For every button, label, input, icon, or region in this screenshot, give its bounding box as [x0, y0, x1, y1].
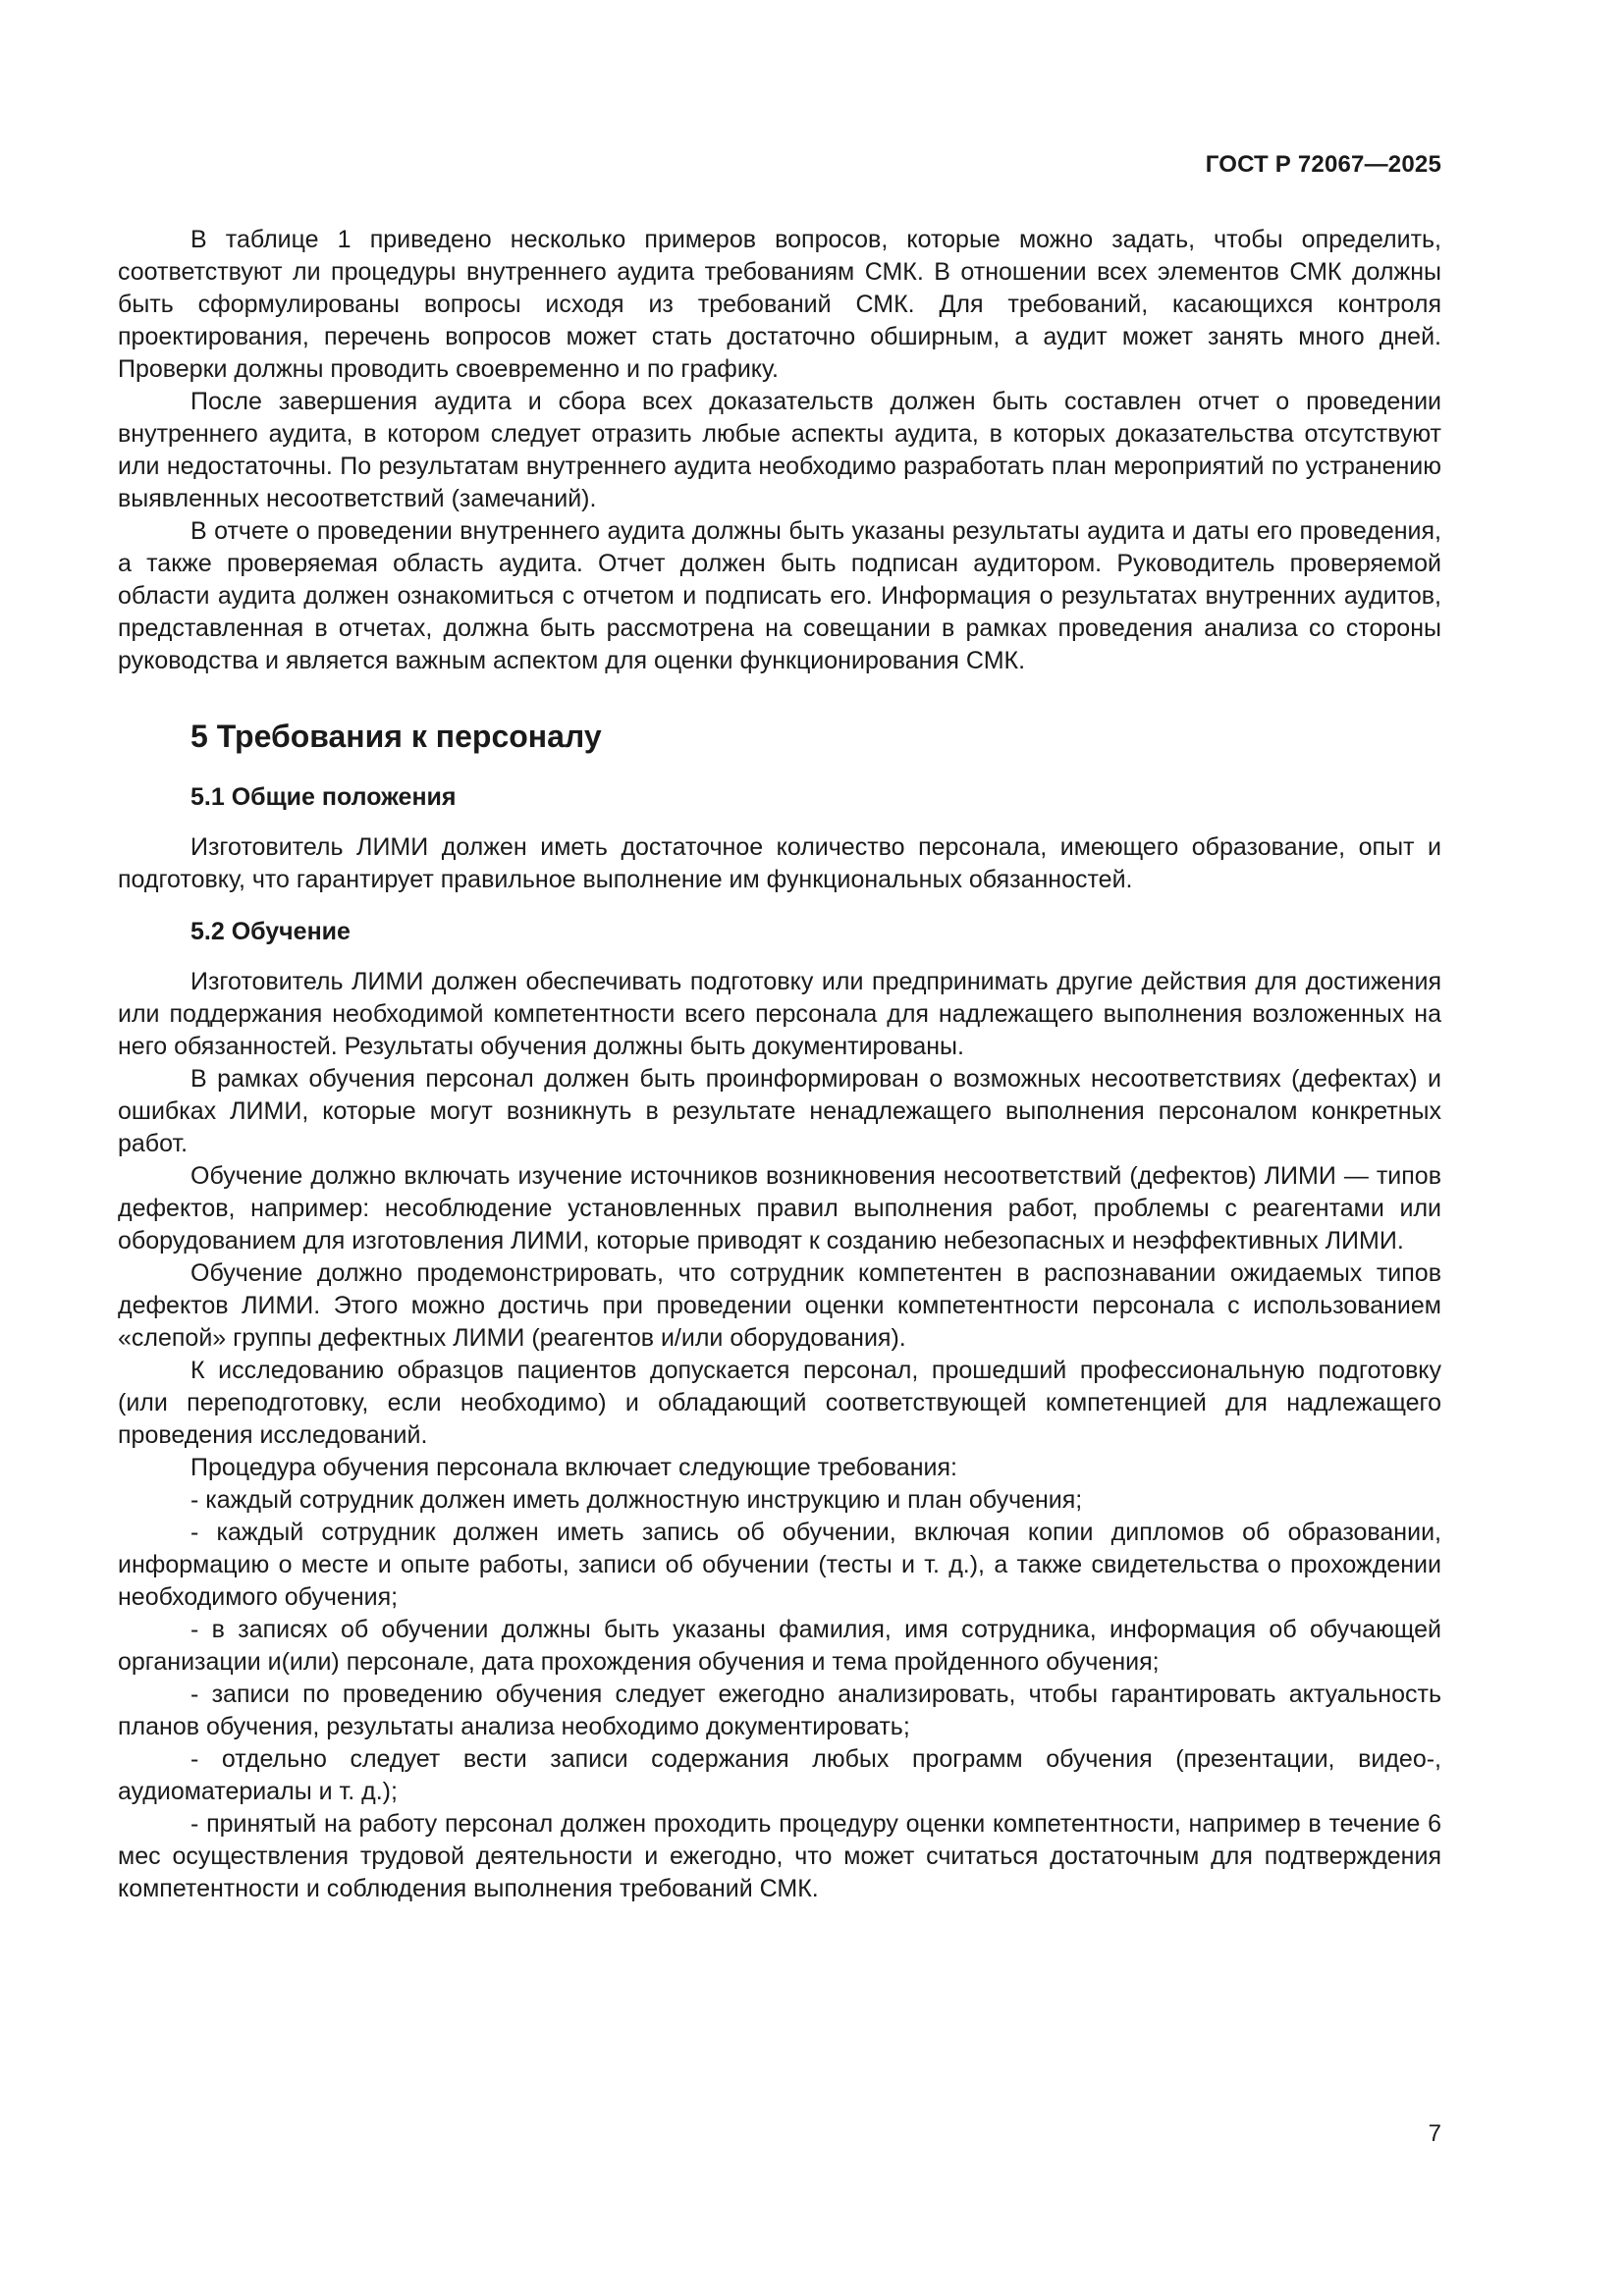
paragraph: В рамках обучения персонал должен быть проинформирован о возможных несоответствиях (дефектах) и ошибках ЛИМИ, которые могут возникнуть в результате ненадлежащего выполнения персоналом конкретных работ. [118, 1065, 1441, 1157]
subsection-heading: 5.1 Общие положения [190, 783, 457, 811]
paragraph: Процедура обучения персонала включает следующие требования: [190, 1454, 957, 1481]
page-number: 7 [1428, 2120, 1441, 2147]
paragraph: К исследованию образцов пациентов допускается персонал, прошедший профессиональную подготовку (или переподготовку, если необходимо) и обладающий соответствующей компетенцией для надлежащего проведения исследований. [118, 1357, 1441, 1449]
paragraph: В таблице 1 приведено несколько примеров вопросов, которые можно задать, чтобы определить, соответствуют ли процедуры внутреннего аудита требованиям СМК. В отношении всех элементов СМК должны быть сформулированы вопросы исходя из требований СМК. Для требований, касающихся контроля проектирования, перечень вопросов может стать достаточно обширным, а аудит может занять много дней. Проверки должны проводить своевременно и по графику. [118, 226, 1441, 383]
page-content [118, 224, 1441, 1905]
paragraph: Обучение должно продемонстрировать, что сотрудник компетентен в распознавании ожидаемых типов дефектов ЛИМИ. Этого можно достичь при проведении оценки компетентности персонала с использованием «слепой» группы дефектных ЛИМИ (реагентов и/или оборудования). [118, 1259, 1441, 1352]
list-item: - принятый на работу персонал должен проходить процедуру оценки компетентности, например в течение 6 мес осуществления трудовой деятельности и ежегодно, что может считаться достаточным для подтверждения компетентности и соблюдения выполнения требований СМК. [118, 1810, 1441, 1902]
paragraph: Изготовитель ЛИМИ должен обеспечивать подготовку или предпринимать другие действия для достижения или поддержания необходимой компетентности всего персонала для надлежащего выполнения возложенных на него обязанностей. Результаты обучения должны быть документированы. [118, 968, 1441, 1060]
paragraph: Обучение должно включать изучение источников возникновения несоответствий (дефектов) ЛИМИ — типов дефектов, например: несоблюдение установленных правил выполнения работ, проблемы с реагентами или оборудованием для изготовления ЛИМИ, которые приводят к созданию небезопасных и неэффективных ЛИМИ. [118, 1162, 1441, 1255]
section-heading: 5 Требования к персоналу [190, 719, 602, 754]
list-item: - отдельно следует вести записи содержания любых программ обучения (презентации, видео-, аудиоматериалы и т. д.); [118, 1745, 1441, 1805]
list-item: - записи по проведению обучения следует ежегодно анализировать, чтобы гарантировать актуальность планов обучения, результаты анализа необходимо документировать; [118, 1681, 1441, 1740]
subsection-heading: 5.2 Обучение [190, 918, 351, 945]
paragraph: После завершения аудита и сбора всех доказательств должен быть составлен отчет о проведении внутреннего аудита, в котором следует отразить любые аспекты аудита, в которых доказательства отсутствуют или недостаточны. По результатам внутреннего аудита необходимо разработать план мероприятий по устранению выявленных несоответствий (замечаний). [118, 388, 1441, 512]
list-item: - каждый сотрудник должен иметь должностную инструкцию и план обучения; [190, 1486, 1083, 1514]
list-item: - в записях об обучении должны быть указаны фамилия, имя сотрудника, информация об обучающей организации и(или) персонале, дата прохождения обучения и тема пройденного обучения; [118, 1616, 1441, 1676]
document-header-id: ГОСТ Р 72067—2025 [1205, 151, 1441, 178]
paragraph: Изготовитель ЛИМИ должен иметь достаточное количество персонала, имеющего образование, опыт и подготовку, что гарантирует правильное выполнение им функциональных обязанностей. [118, 833, 1441, 893]
list-item: - каждый сотрудник должен иметь запись об обучении, включая копии дипломов об образовании, информацию о месте и опыте работы, записи об обучении (тесты и т. д.), а также свидетельства о прохождении необходимого обучения; [118, 1519, 1441, 1611]
paragraph: В отчете о проведении внутреннего аудита должны быть указаны результаты аудита и даты его проведения, а также проверяемая область аудита. Отчет должен быть подписан аудитором. Руководитель проверяемой области аудита должен ознакомиться с отчетом и подписать его. Информация о результатах внутренних аудитов, представленная в отчетах, должна быть рассмотрена на совещании в рамках проведения анализа со стороны руководства и является важным аспектом для оценки функционирования СМК. [118, 517, 1441, 674]
